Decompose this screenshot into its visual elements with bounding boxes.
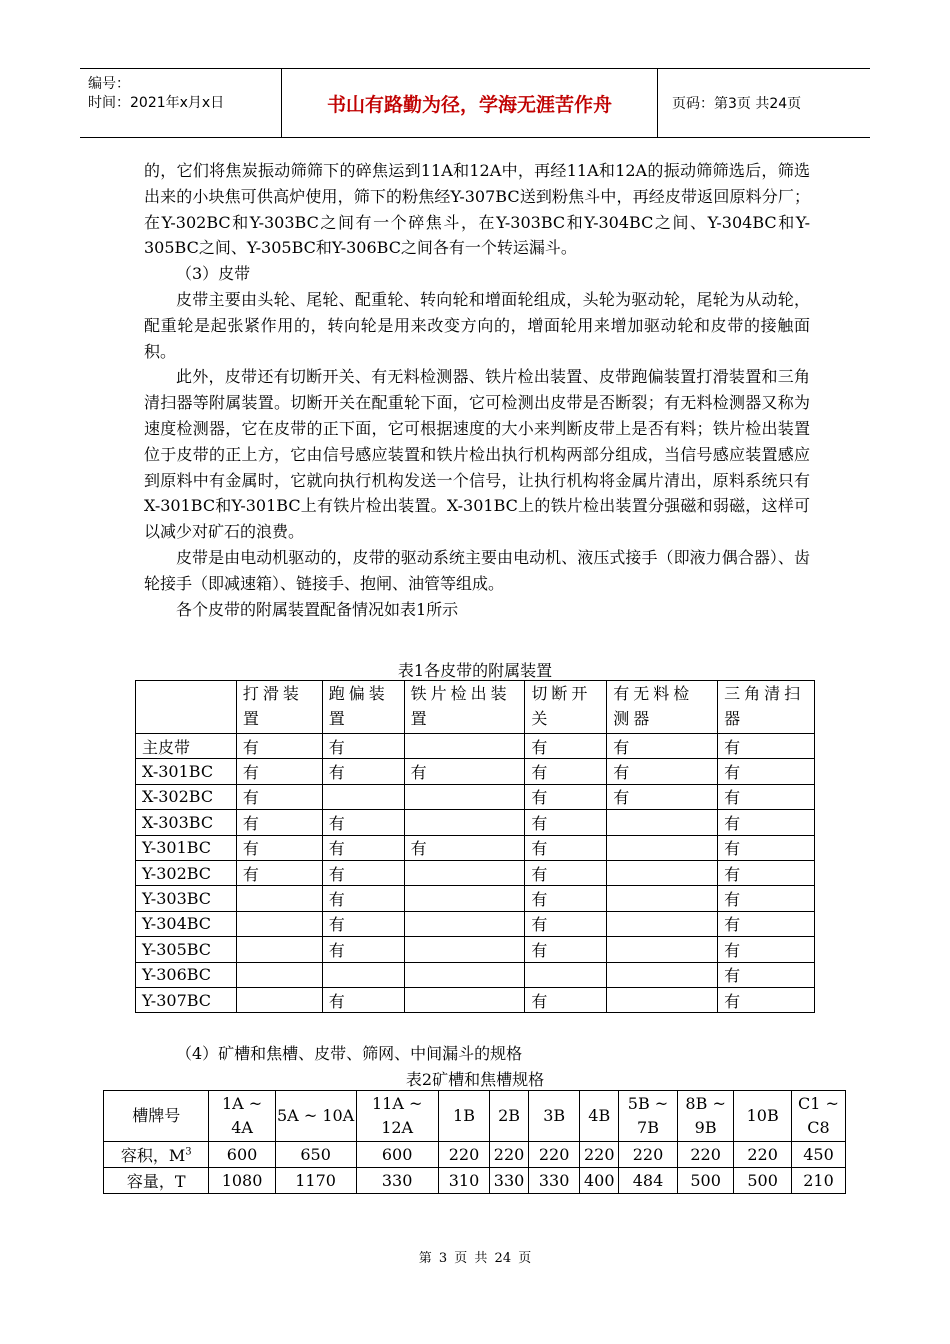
table-cell: 容量，T xyxy=(104,1168,209,1194)
table-cell: 有 xyxy=(322,987,404,1012)
table1-title: 表1各皮带的附属装置 xyxy=(397,661,553,680)
table-cell: 有 xyxy=(236,734,322,759)
table-cell: 220 xyxy=(438,1142,490,1168)
table-row xyxy=(136,937,815,962)
table-cell xyxy=(607,886,718,911)
table-cell: 有 xyxy=(718,860,815,885)
page-footer: 第 3 页 共 24 页 xyxy=(418,1251,532,1266)
table-cell: Y-305BC xyxy=(136,937,237,962)
table-cell xyxy=(236,886,322,911)
table-cell: Y-301BC xyxy=(136,835,237,860)
table-header-cell: 有无料检测器 xyxy=(607,681,718,734)
table-cell: 450 xyxy=(791,1142,845,1168)
table-cell: 有 xyxy=(322,835,404,860)
table-cell: 有 xyxy=(607,759,718,784)
table-cell: 有 xyxy=(718,886,815,911)
table-cell: Y-303BC xyxy=(136,886,237,911)
table-cell: 有 xyxy=(718,810,815,835)
table-cell: Y-307BC xyxy=(136,987,237,1012)
table-cell: 220 xyxy=(528,1142,580,1168)
table-row xyxy=(136,835,815,860)
header-page-info xyxy=(664,69,870,137)
table-cell: X-302BC xyxy=(136,784,237,809)
table-cell: 有 xyxy=(525,987,607,1012)
table-cell: 有 xyxy=(525,734,607,759)
table-cell xyxy=(404,886,525,911)
table-cell: 有 xyxy=(322,810,404,835)
bin-spec-table xyxy=(103,1090,846,1194)
table-cell: 有 xyxy=(525,784,607,809)
table-cell: 有 xyxy=(322,860,404,885)
table-header-cell: 三角清扫器 xyxy=(718,681,815,734)
code-label: 编号： xyxy=(88,76,130,92)
table-row xyxy=(136,987,815,1012)
table-cell xyxy=(607,987,718,1012)
table-cell: 有 xyxy=(322,734,404,759)
table-cell xyxy=(607,937,718,962)
table-cell: 有 xyxy=(718,835,815,860)
table2-capacity-row xyxy=(104,1168,846,1194)
table-cell xyxy=(236,937,322,962)
table-cell: 310 xyxy=(438,1168,490,1194)
table-cell: 有 xyxy=(404,835,525,860)
table-cell: 220 xyxy=(490,1142,529,1168)
table2-header-row xyxy=(104,1091,846,1142)
table-header-cell: 10B xyxy=(734,1091,792,1142)
table-cell: 有 xyxy=(525,886,607,911)
table-cell: 有 xyxy=(236,835,322,860)
table-cell: 有 xyxy=(607,784,718,809)
table-cell xyxy=(607,962,718,987)
time-label: 时间：2021年x月x日 xyxy=(88,95,225,111)
table-cell: 600 xyxy=(209,1142,275,1168)
table-cell xyxy=(104,1142,209,1168)
table-cell: 有 xyxy=(718,987,815,1012)
section-heading-4: （4）矿槽和焦槽、皮带、筛网、中间漏斗的规格 xyxy=(176,1044,523,1063)
table-cell: 有 xyxy=(607,734,718,759)
table-cell: 1080 xyxy=(209,1168,275,1194)
table-cell: 500 xyxy=(677,1168,733,1194)
table-cell: 有 xyxy=(404,759,525,784)
table-cell: 有 xyxy=(718,734,815,759)
table-cell: 484 xyxy=(619,1168,678,1194)
table-cell xyxy=(322,784,404,809)
table-cell: 220 xyxy=(734,1142,792,1168)
table2-volume-row xyxy=(104,1142,846,1168)
section-heading: （3）皮带 xyxy=(176,264,251,284)
table-cell: 有 xyxy=(322,937,404,962)
volume-label: 容积，M xyxy=(120,1146,186,1165)
paragraph: 皮带主要由头轮、尾轮、配重轮、转向轮和增面轮组成，头轮为驱动轮，尾轮为从动轮，配重轮是起张紧作用的，转向轮是用来改变方向的，增面轮用来增加驱动轮和皮带的接触面积。 xyxy=(144,289,810,361)
table-row xyxy=(136,860,815,885)
table-header-cell: 1B xyxy=(438,1091,490,1142)
table-cell xyxy=(607,860,718,885)
table-cell: 有 xyxy=(525,937,607,962)
paragraph: 此外，皮带还有切断开关、有无料检测器、铁片检出装置、皮带跑偏装置打滑装置和三角清扫器等附属装置。切断开关在配重轮下面，它可检测出皮带是否断裂；有无料检测器又称为速度检测器，它在皮带的正下面，它可根据速度的大小来判断皮带上是否有料；铁片检出装置位于皮带的正上方，它由信号感应装置和铁片检出执行机构两部分组成，当信号感应装置感应到原料中有金属时，它就向执行机构发送一个信号，让执行机构将金属片清出，原料系统只有X-301BC和Y-301BC上有铁片检出装置。X-301BC上的铁片检出装置分强磁和弱磁，这样可以减少对矿石的浪费。 xyxy=(144,367,810,542)
table-header-cell: 2B xyxy=(490,1091,529,1142)
belt-accessories-table xyxy=(135,680,815,1013)
table-cell xyxy=(404,784,525,809)
paragraph: 各个皮带的附属装置配备情况如表1所示 xyxy=(176,599,459,619)
paragraph: 的，它们将焦炭振动筛筛下的碎焦运到11A和12A中，再经11A和12A的振动筛筛选后，筛选出来的小块焦可供高炉使用，筛下的粉焦经Y-307BC送到粉焦斗中，再经皮带返回原料分厂；在Y-302BC和Y-303BC之间有一个碎焦斗，在Y-303BC和Y-304BC之间、Y-304BC和Y-305BC之间、Y-305BC和Y-306BC之间各有一个转运漏斗。 xyxy=(144,161,810,258)
table-cell: 主皮带 xyxy=(136,734,237,759)
table-header-cell: 切断开关 xyxy=(525,681,607,734)
table-cell: 330 xyxy=(356,1168,438,1194)
table-cell: 有 xyxy=(525,835,607,860)
table-cell: 有 xyxy=(718,962,815,987)
table-header-cell: 3B xyxy=(528,1091,580,1142)
table-cell: 有 xyxy=(718,937,815,962)
page-info-text: 页码：第3页 共24页 xyxy=(672,96,802,112)
table-cell xyxy=(236,962,322,987)
table-cell xyxy=(404,810,525,835)
table-cell xyxy=(404,962,525,987)
header-meta xyxy=(80,69,282,137)
table-row xyxy=(136,886,815,911)
table-cell xyxy=(322,962,404,987)
table-cell xyxy=(404,937,525,962)
table-header-cell: 5A ~ 10A xyxy=(275,1091,356,1142)
table-cell: X-301BC xyxy=(136,759,237,784)
table-header-cell: 跑偏装置 xyxy=(322,681,404,734)
table-cell: 有 xyxy=(322,886,404,911)
table-header-cell: 11A ~ 12A xyxy=(356,1091,438,1142)
table-header-cell: 1A ~ 4A xyxy=(209,1091,275,1142)
table-cell: 有 xyxy=(322,759,404,784)
table-cell: 500 xyxy=(734,1168,792,1194)
table-cell: 220 xyxy=(580,1142,619,1168)
table-cell xyxy=(607,911,718,936)
table-cell: 有 xyxy=(236,784,322,809)
page-header xyxy=(80,68,870,138)
table-cell: 有 xyxy=(718,784,815,809)
table-cell: Y-304BC xyxy=(136,911,237,936)
table-cell: X-303BC xyxy=(136,810,237,835)
table-cell: 有 xyxy=(525,911,607,936)
table-cell: 1170 xyxy=(275,1168,356,1194)
table-header-cell: 8B ~ 9B xyxy=(677,1091,733,1142)
table-cell: Y-302BC xyxy=(136,860,237,885)
table-cell: 有 xyxy=(236,759,322,784)
table-cell: 600 xyxy=(356,1142,438,1168)
table-cell xyxy=(607,835,718,860)
table-row xyxy=(136,759,815,784)
table-cell: 330 xyxy=(490,1168,529,1194)
table-cell: 有 xyxy=(718,911,815,936)
table1-header-row xyxy=(136,681,815,734)
table-header-cell: C1 ~ C8 xyxy=(791,1091,845,1142)
table-cell: 有 xyxy=(525,759,607,784)
table-row xyxy=(136,810,815,835)
table-cell xyxy=(404,860,525,885)
table-cell xyxy=(236,987,322,1012)
table-header-cell: 4B xyxy=(580,1091,619,1142)
table-cell xyxy=(404,734,525,759)
table-cell xyxy=(404,911,525,936)
body-text xyxy=(144,158,810,622)
table-row xyxy=(136,734,815,759)
table-header-cell: 5B ~ 7B xyxy=(619,1091,678,1142)
table2-title: 表2矿槽和焦槽规格 xyxy=(405,1070,545,1089)
volume-unit-sup: 3 xyxy=(185,1146,192,1158)
table-cell: 有 xyxy=(525,810,607,835)
table-cell: 有 xyxy=(525,860,607,885)
table-header-cell xyxy=(136,681,237,734)
table-cell: 220 xyxy=(619,1142,678,1168)
table-cell: 330 xyxy=(528,1168,580,1194)
table-cell xyxy=(236,911,322,936)
table-header-cell: 槽牌号 xyxy=(104,1091,209,1142)
header-motto: 书山有路勤为径，学海无涯苦作舟 xyxy=(282,69,658,137)
table-cell: 650 xyxy=(275,1142,356,1168)
table-cell: 有 xyxy=(236,860,322,885)
table-cell: 210 xyxy=(791,1168,845,1194)
table-cell: 有 xyxy=(322,911,404,936)
table-header-cell: 铁片检出装置 xyxy=(404,681,525,734)
table-cell: 400 xyxy=(580,1168,619,1194)
table-header-cell: 打滑装置 xyxy=(236,681,322,734)
table-cell: 有 xyxy=(236,810,322,835)
table-row xyxy=(136,911,815,936)
paragraph: 皮带是由电动机驱动的，皮带的驱动系统主要由电动机、液压式接手（即液力偶合器）、齿轮接手（即减速箱）、链接手、抱闸、油管等组成。 xyxy=(144,547,810,593)
table-cell xyxy=(525,962,607,987)
table-cell xyxy=(404,987,525,1012)
table-cell: 220 xyxy=(677,1142,733,1168)
table-cell: 有 xyxy=(718,759,815,784)
table-cell: Y-306BC xyxy=(136,962,237,987)
table-row xyxy=(136,784,815,809)
table-row xyxy=(136,962,815,987)
table-cell xyxy=(607,810,718,835)
